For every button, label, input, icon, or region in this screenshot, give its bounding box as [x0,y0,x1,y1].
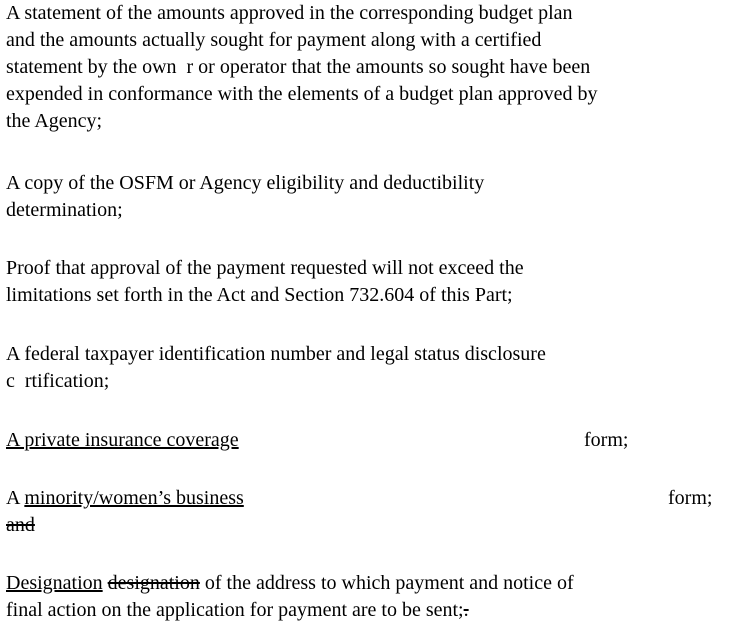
underlined-insertion: A private insurance coverage [6,429,239,451]
form-word: form; [668,487,713,509]
paragraph-taxpayer-id [6,341,744,395]
text-line: limitations set forth in the Act and Section 732.604 of this Part; [6,284,513,306]
text-line: Proof that approval of the payment requested will not exceed the [6,257,524,279]
paragraph-budget-statement [6,0,744,135]
text-line: determination; [6,199,123,221]
paragraph-insurance-form [6,427,744,454]
form-word: form; [584,429,629,451]
paragraph-payment-address [6,570,744,624]
text-line: c rtification; [6,370,110,392]
text-line: expended in conformance with the elements of a budget plan approved by [6,83,598,105]
struck-deletion: designation [107,572,200,594]
text-line: A federal taxpayer identification number and legal status disclosure [6,343,546,365]
text-line: statement by the own r or operator that the amounts so sought have been [6,56,591,78]
text-prefix: A [6,487,25,509]
text-line: final action on the application for payment are to be sent; [6,599,464,621]
text-line: the Agency; [6,110,103,132]
struck-deletion: . [463,599,469,621]
struck-deletion: and [6,514,35,536]
text-line: A statement of the amounts approved in the corresponding budget plan [6,2,573,24]
paragraph-payment-proof [6,255,744,309]
paragraph-eligibility-copy [6,170,744,224]
underlined-insertion: Designation [6,572,103,594]
text-line: A copy of the OSFM or Agency eligibility and deductibility [6,172,485,194]
paragraph-minority-business-form [6,485,744,539]
underlined-insertion: minority/women’s business [24,487,244,509]
text-line: and the amounts actually sought for payment along with a certified [6,29,542,51]
text-line: of the address to which payment and notice of [199,572,574,594]
